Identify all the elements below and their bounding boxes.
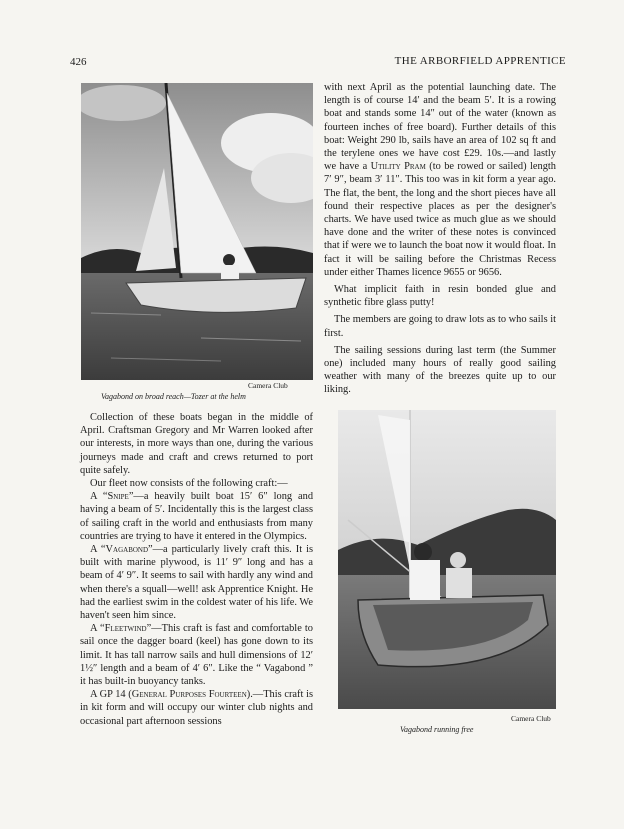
photo-vagabond-running-free	[338, 410, 556, 709]
page-number: 426	[70, 56, 87, 68]
right-paragraph-3: The members are going to draw lots as to who sails it first.	[324, 314, 556, 339]
right-paragraph-1: with next April as the potential launching date. The length is of course 14′ and the beam 5′. It is a rowing boat and stands some 14″ out of the water (known as fourteen inches of free board). Further details of this boat: Weight 290 lb, sails have an area of 102 sq ft and the terylene ones we have cost £29. 10s.—and lastly we have a Utility Pram (to be rowed or sailed) length 7′ 9″, beam 3′ 11″. This too was in kit form a year ago. The flat, the bent, the long and the short pieces have all found their respective places as per the designer's charts. We have used twice as much glue as we should have done and the writer of these notes is convinced that if were we to launch the boat now it would float. In fact it will be sailing before the Christmas Recess under either Thames licence 9655 or 9656.	[324, 82, 556, 278]
left-paragraph-gp14: A GP 14 (General Purposes Fourteen).—This craft is in kit form and will occupy our winter club nights and occasional part afternoon sessions	[80, 689, 313, 727]
left-paragraph-1: Collection of these boats began in the middle of April. Craftsman Gregory and Mr Warren looked after our interests, in more ways than one, during the various journeys made and craft and crews returned to port quite safely.	[80, 412, 313, 476]
right-paragraph-4: The sailing sessions during last term (the Summer one) included many hours of really good sailing weather with many of the breezes quite up to our liking.	[324, 344, 556, 396]
photo1-caption: Vagabond on broad reach—Tozer at the helm	[101, 392, 246, 401]
left-paragraph-vagabond: A “Vagabond”—a particularly lively craft this. It is built with marine plywood, is 11′ 9″ long and has a beam of 4′ 9″. It seems to sail with hardly any wind and when there's a squall—well! ask Apprentice Knight. He had the earliest swim in the coldest water of his life. We haven't seen him since.	[80, 544, 314, 622]
running-title: THE ARBORFIELD APPRENTICE	[394, 55, 566, 67]
photo2-credit: Camera Club	[511, 714, 551, 723]
photo2-caption: Vagabond running free	[400, 725, 474, 734]
right-paragraph-2: What implicit faith in resin bonded glue and synthetic fibre glass putty!	[324, 284, 556, 309]
photo1-credit: Camera Club	[248, 381, 288, 390]
left-paragraph-snipe: A “Snipe”—a heavily built boat 15′ 6″ long and having a beam of 5′. Incidentally this is the largest class of sailing craft in the world and enthusiasts from many countries are trying to have it entered in the Olympics.	[80, 491, 314, 542]
left-column	[80, 411, 313, 728]
left-paragraph-fleetwind: A “Fleetwind”—This craft is fast and comfortable to sail once the dagger board (keel) has gone down to its limit. It has tall narrow sails and hull dimensions of 12′ 1½″ length and a beam of 4′ 6″. Like the “ Vagabond ” it has built-in buoyancy tanks.	[80, 623, 313, 688]
right-column	[324, 81, 556, 397]
photo-vagabond-broad-reach	[81, 83, 313, 380]
left-paragraph-2: Our fleet now consists of the following craft:—	[90, 478, 288, 490]
